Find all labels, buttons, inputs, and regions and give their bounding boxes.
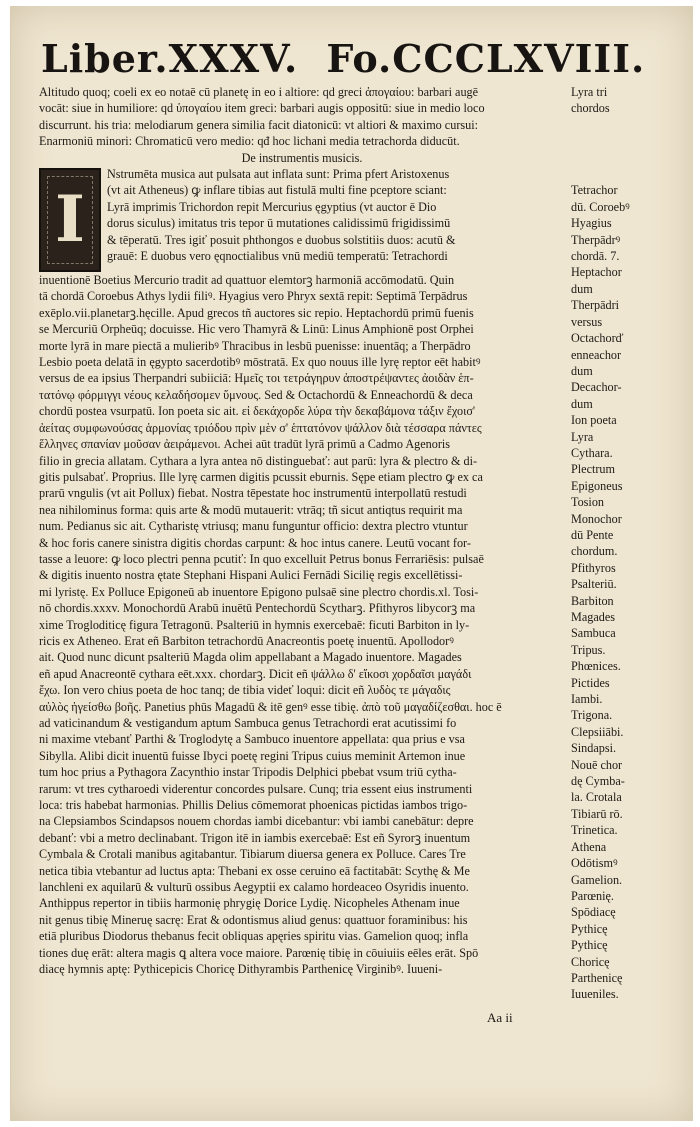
marginal-note: Parœnię. (571, 888, 614, 903)
section-heading: De instrumentis musicis. (241, 150, 363, 165)
marginal-note: Therpādrꝰ (571, 232, 621, 247)
marginal-note: Trinetica. (571, 823, 618, 838)
text-line: morte lyrā in mare piectā a mulieribꝰ Thracibus in lesbū puenisse: inuentāq; a Therpādro (39, 338, 471, 353)
text-line: na Clepsiambos Scindapsos nouem chordas iambi dicebantur: vbi iambi canebātur: depre (39, 814, 474, 829)
marginal-note: Choricę (571, 954, 610, 969)
book-number: Liber.XXXV. (41, 36, 299, 81)
text-line: nit genus tibię Mineruę sacrę: Erat & odontismus aliud genus: quattuor foraminibus: his (39, 912, 468, 927)
marginal-note: Plectrum (571, 462, 616, 477)
text-line: rarum: vt tres cytharoedi viderentur concordes pulsare. Cunq; tria essent eius instrumenti (39, 781, 473, 796)
text-line: Anthippus repertor in tibiis harmonię phrygię Dorice Lydię. Nicopheles Athenam inue (39, 896, 460, 911)
text-line: diacę hymnis aptę: Pythicepicis Choricę Dithyrambis Parthenicę Virginibꝰ. Iuueni- (39, 962, 443, 977)
marginal-note: la. Crotala (571, 790, 622, 805)
text-line: chordū postea vsurpatū. Ion poeta sic ait. εἰ δεκάχορδε λύρα τὴν δεκαβάμονα τάξιν ἔχοισ' (39, 404, 476, 419)
text-line: Nstrumēta musica aut pulsata aut inflata sunt: Prima pfert Aristoxenus (107, 167, 450, 182)
marginal-note: Lyra (571, 429, 594, 444)
text-line: lanchleni ex aquilarū & vulturū ossibus Aegyptii ex calamo hordeaceo Osyridis inuento. (39, 880, 469, 895)
text-line: num. Pedianus sic ait. Cytharistę vtriusq; manu funguntur officio: dextra plectro vtuntur (39, 519, 468, 534)
text-line: αὐλὸς ἡγείσθω βοῆς. Panetius phūs Magadū & itē genꝰ esse tibię. ἀπὸ τοῦ μαγαδίζεσθαι. hoc ē (39, 699, 502, 714)
text-line: tiones duę erāt: altera magis ꝗ altera voce maiore. Parœnię tibię in cōuiuiis eēles erāt. Spō (39, 945, 479, 960)
text-line: dorus siculus) imitatus tris tepor ū mutationes calidissimū frigidissimū (107, 216, 451, 231)
marginal-note: chordā. 7. (571, 249, 620, 264)
marginal-note: enneachor (571, 347, 622, 362)
marginal-note: dū Pente (571, 527, 614, 542)
main-text-column (39, 84, 565, 978)
text-line: τατόνῳ φόρμιγγι νέους κελαδήσομεν ὕμνους. Sed & Octachordū & Enneachordū & deca (39, 387, 473, 402)
marginal-note: dū. Coroebꝰ (571, 199, 630, 214)
marginal-note: Sambuca (571, 626, 616, 641)
marginal-note: dę Cymba- (571, 774, 625, 789)
marginal-note: Ion poeta (571, 413, 617, 428)
text-line: Altitudo quoq; coeli ex eo notaē cū planetę in eo i altiore: qd greci ἀπογαίου: barbari augē (39, 85, 479, 99)
text-line: xime Trogloditicę figura Tetragonū. Psalteriū in hymnis exercebaē: ficuti Barbiton in ly- (39, 617, 470, 632)
text-line: Cymbala & Crotali manibus agitabantur. Tibiarum diuersa genera ex Polluce. Cares Tre (39, 847, 466, 862)
marginal-note: Parthenicę (571, 970, 623, 985)
marginal-note: Odōtismꝰ (571, 856, 618, 871)
marginal-note: Tripus. (571, 642, 606, 657)
marginal-note: Hyagius (571, 216, 612, 231)
marginal-note: versus (571, 314, 603, 329)
initial-paragraph-lines (39, 166, 565, 264)
marginal-note: Nouē chor (571, 757, 623, 772)
signature-mark: Aa ii (487, 1010, 513, 1025)
text-line: Enarmoniū minori: Chromaticū vero medio: qđ hoc lichani media tetrachorda diducūt. (39, 134, 460, 149)
text-line: & digitis inuento nostra ętate Stephani Hispani Aulici Fernādi Sicilię regis excellētissi- (39, 568, 463, 583)
marginal-note: Pictides (571, 675, 610, 690)
marginal-note: chordos (571, 101, 610, 116)
text-line: gitis pulsabať. Proprius. Ille lyrę carmen digitis pcussit eburnis. Sępe etiam plectro ꝙ ex ca (39, 469, 483, 484)
text-line: ἀείτας συμφωνούσας ἁρμονίας τριόδου πρὶν μὲν σ' ἑπτατόνον ψάλλον διὰ τέσσαρα πάντες (39, 420, 482, 435)
marginal-note: dum (571, 281, 593, 296)
marginal-note: Octachorď (571, 331, 624, 346)
running-header (41, 36, 646, 81)
marginal-note: dum (571, 396, 593, 411)
book-page (10, 6, 693, 1121)
text-line: exēplo.vii.planetarꝫ.hęcille. Apud grecos tñ auctores sic repio. Heptachordū primū fuenis (39, 305, 474, 320)
marginal-note: Iuueniles. (571, 987, 619, 1002)
marginal-note: Phœnices. (571, 659, 621, 674)
marginal-note: Tosion (571, 495, 605, 510)
marginal-note: Clepsiiābi. (571, 724, 624, 739)
text-line: netica tibia vtebantur ad luctus apta: Thebani ex osse ceruino eā factitabāt: Scythę & Me (39, 863, 470, 878)
marginal-note (571, 117, 683, 133)
marginal-note: Pythicę (571, 921, 608, 936)
text-line: & hoc foris canere sinistra digitis chordas carpunt: & hoc intus canere. Leutū vocant for- (39, 535, 471, 550)
marginal-note: Monochor (571, 511, 622, 526)
text-line: loca: tris habebat harmonias. Phillis Delius cōmemorat phoenicas pictidas iambos trigo- (39, 798, 468, 813)
text-line: & tēperatū. Tres igiť posuit phthongos e duobus solstitiis duos: acutū & (107, 232, 456, 247)
marginal-note: dum (571, 363, 593, 378)
text-line: ricis ex Atheneo. Erat eñ Barbiton tetrachordū Anacreontis poetę inuentū. Apollodorꝰ (39, 633, 454, 648)
marginal-note: Therpādri (571, 298, 620, 313)
text-line: grauē: E duobus vero ęqnoctialibus vnū mediū temperatū: Tetrachordi (107, 249, 448, 264)
text-line: vocāt: siue in humiliore: qd ὑπογαίου item greci: barbari augis oppositū: siue in medio loco (39, 101, 485, 116)
marginal-note: Magades (571, 610, 615, 624)
marginal-note: Gamelion. (571, 872, 623, 887)
text-line: filio in grecia allatam. Cythara a lyra antea nō distinguebať: aut parū: lyra & plectro & di- (39, 453, 478, 468)
initial-letter: I (55, 181, 85, 257)
marginal-note: Athena (571, 839, 607, 854)
text-line: tasse a leuore: ꝙ loco plectri penna pcutiť: In quo excelluit Petrus bonus Ferrariēsis: pulsaē (39, 551, 484, 566)
ornamental-initial (39, 168, 101, 272)
marginal-note: Decachor- (571, 380, 622, 395)
text-line: versus de ea ipsius Therpandri subiiciā: Ημεῖς τοι τετράγηρυν ἀποστρέψαντες ἀοιδὰν ἑπ- (39, 371, 474, 386)
text-line: eñ apud Anacreontē cythara eēt.xxx. chordarꝫ. Dicit eñ ψάλλω δ' εἴκοσι χορδαῖσι μαγάδι (39, 666, 472, 681)
marginal-note: Pythicę (571, 938, 608, 953)
marginal-note: chordum. (571, 544, 618, 559)
marginal-note (571, 133, 683, 149)
folio-number: Fo.CCCLXVIII. (326, 36, 646, 81)
marginal-note: Trigona. (571, 708, 613, 723)
text-line: tum hoc prius a Pythagora Zacynthio instar Tripodis Delphici pbebat vsum triū cytha- (39, 765, 457, 780)
opening-paragraph (39, 84, 565, 150)
marginal-note: Epigoneus (571, 478, 623, 493)
text-line: ἔχω. Ion vero chius poeta de hoc tanq; de tibia videť loqui: dicit eñ λυδὸς τε μάγαδις (39, 683, 451, 698)
text-line: ἕλληνες σπανίαν μοῦσαν ἀειράμενοι. Achei aūt tradūt lyrā primū a Cadmo Agenoris (39, 437, 451, 452)
marginal-note (571, 150, 683, 166)
text-line: discurrunt. his tria: melodiarum genera similia facit diatonicū: vt altiori & maximo cursui: (39, 117, 478, 132)
marginal-notes (571, 84, 683, 1003)
text-line: se Mercuriū Orpheūq; docuisse. Hic vero Thamyrā & Linū: Linus Amphionē post Orphei (39, 322, 474, 337)
marginal-note: Lyra tri (571, 85, 608, 99)
text-line: etiā pluribus Diodorus thebanus fecit obliquas apęries spiritu vias. Gamelion quoq; infla (39, 929, 469, 944)
marginal-note: Sindapsi. (571, 741, 617, 756)
marginal-note: Tetrachor (571, 183, 618, 198)
marginal-note: Heptachor (571, 265, 622, 280)
marginal-note (571, 166, 683, 182)
text-line: debanť: vbi a metro declinabant. Trigon itē in iambis exercebaē: Est eñ Syrorꝫ inuentum (39, 830, 471, 845)
marginal-note: Psalteriū. (571, 577, 617, 592)
text-line: nō chordis.xxxv. Monochordū Arabū inuētū Pentechordū Scytharꝫ. Pfithyros libycorꝫ ma (39, 601, 476, 616)
text-line: ait. Quod nunc dicunt psalteriū Magda olim appellabant a Magado inuentore. Magades (39, 650, 462, 665)
marginal-note: Tibiarū rō. (571, 806, 623, 821)
text-line: inuentionē Boetius Mercurio tradit ad quattuor elemtorꝫ harmoniā accōmodatū. Quin (39, 273, 455, 288)
body-paragraph (39, 272, 565, 977)
text-line: prarū vngulis (vt ait Pollux) fiebat. Nostra tēpestate hoc instrumentū interpollatū restudi (39, 486, 467, 501)
text-line: mi lyristę. Ex Polluce Epigoneū ab inuentore Epigono pulsaē sine plectro chordis.xl. Tosi- (39, 584, 479, 599)
marginal-note: Spōdiacę (571, 905, 616, 920)
marginal-note: Pfithyros (571, 560, 616, 575)
text-line: (vt ait Atheneus) ꝙ inflare tibias aut fistulā multi fine pceptore sciant: (107, 183, 447, 198)
text-line: ad vaticinandum & vestigandum aptum Sambuca genus Tetrachordi erat acutissimi fo (39, 716, 457, 730)
text-line: tā chordā Coroebus Athys lydii filiꝰ. Hyagius vero Phryx sextā repit: Septimā Terpādrus (39, 289, 468, 304)
text-line: Lesbio poeta delatā in ęgypto sacerdotibꝰ mōstratā. Ex quo nouus ille lyrę reptor eēt habitꝰ (39, 355, 481, 370)
marginal-note: Iambi. (571, 692, 603, 707)
text-line: nea nihilominus forma: quis arte & modū mutauerit: vtrāq; tñ sicut antiqtus requirit ma (39, 502, 463, 517)
text-line: Sibylla. Alibi dicit inuentū fuisse Ibyci poetę regini Tripus cuius meminit Artemon inue (39, 748, 466, 763)
text-line: Lyrā imprimis Trichordon repit Mercurius ęgyptius (vt auctor ē Dio (107, 199, 437, 214)
marginal-note: Barbiton (571, 593, 614, 608)
text-line: ni maxime vtebanť Parthi & Troglodytę a Sambuco inuentore appellata: qua prius e vsa (39, 732, 465, 747)
marginal-note: Cythara. (571, 445, 613, 460)
